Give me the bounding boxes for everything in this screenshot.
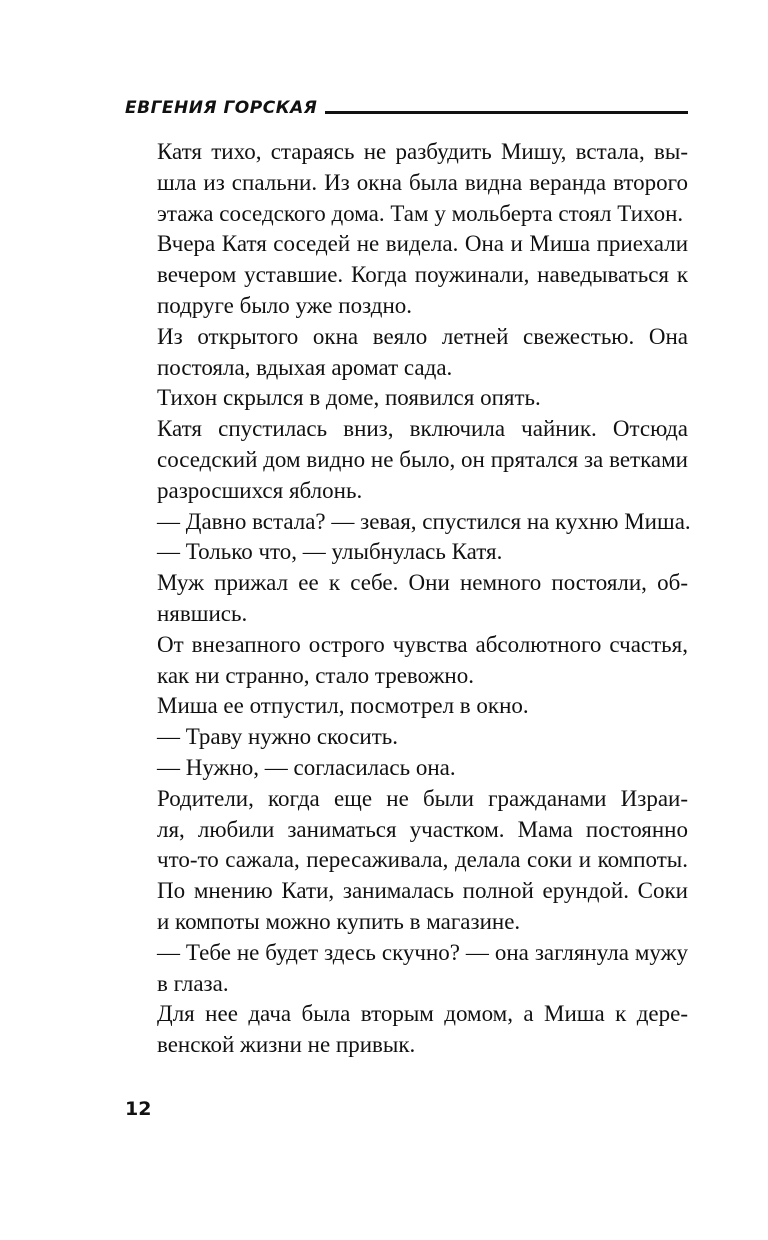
text-line: что-то сажала, пересаживала, делала соки и компоты. — [157, 847, 688, 873]
text-line: шла из спальни. Из окна была видна веранда второго — [157, 169, 688, 195]
text-line: По мнению Кати, занималась полной ерундой. Соки — [157, 878, 688, 904]
paragraph — [125, 414, 688, 506]
text-line: — Только что, — улыбнулась Катя. — [157, 539, 503, 565]
paragraph — [125, 537, 688, 568]
running-header — [125, 92, 688, 118]
text-line: подруге было уже поздно. — [157, 292, 412, 318]
paragraph — [125, 229, 688, 321]
author-name: ЕВГЕНИЯ ГОРСКАЯ — [125, 98, 318, 118]
text-line: ля, любили заниматься участком. Мама постоянно — [157, 816, 688, 842]
text-line: нявшись. — [157, 600, 248, 626]
text-line: в глаза. — [157, 970, 229, 996]
header-rule — [325, 111, 688, 114]
paragraph — [125, 938, 688, 1000]
text-line: Из открытого окна веяло летней свежестью. Она — [157, 323, 688, 349]
text-line: как ни странно, стало тревожно. — [157, 662, 474, 688]
paragraph — [125, 999, 688, 1061]
text-line: — Тебе не будет здесь скучно? — она заглянула мужу — [157, 939, 688, 965]
text-line: — Траву нужно скосить. — [157, 724, 399, 750]
text-line: Для нее дача была вторым домом, а Миша к дере- — [157, 1001, 688, 1027]
body-text — [125, 137, 691, 1061]
text-line: вечером уставшие. Когда поужинали, наведываться к — [157, 262, 688, 288]
text-line: постояла, вдыхая аромат сада. — [157, 354, 453, 380]
paragraph — [125, 784, 688, 938]
text-line: разросшихся яблонь. — [157, 477, 363, 503]
paragraph — [125, 691, 688, 722]
text-line: Муж прижал ее к себе. Они немного постояли, об- — [157, 570, 688, 596]
text-line: — Давно встала? — зевая, спустился на кухню Миша. — [157, 508, 691, 534]
text-line: и компоты можно купить в магазине. — [157, 908, 521, 934]
paragraph — [125, 507, 691, 538]
page-number: 12 — [125, 1098, 152, 1120]
text-line: венской жизни не привык. — [157, 1032, 416, 1058]
paragraph — [125, 383, 688, 414]
paragraph — [125, 568, 688, 630]
paragraph — [125, 630, 688, 692]
text-line: Тихон скрылся в доме, появился опять. — [157, 385, 541, 411]
paragraph — [125, 137, 688, 229]
text-line: соседский дом видно не было, он прятался за ветками — [157, 446, 688, 472]
text-line: Катя тихо, стараясь не разбудить Мишу, встала, вы- — [157, 139, 688, 164]
text-line: Родители, когда еще не были гражданами Израи- — [157, 785, 688, 811]
text-line: От внезапного острого чувства абсолютного счастья, — [157, 631, 688, 657]
text-line: Катя спустилась вниз, включила чайник. Отсюда — [157, 416, 688, 442]
text-line: Вчера Катя соседей не видела. Она и Миша приехали — [157, 231, 688, 257]
text-line: — Нужно, — согласилась она. — [157, 754, 456, 780]
paragraph — [125, 722, 688, 753]
paragraph — [125, 322, 688, 384]
paragraph — [125, 753, 688, 784]
text-line: Миша ее отпустил, посмотрел в окно. — [157, 693, 529, 719]
text-line: этажа соседского дома. Там у мольберта стоял Тихон. — [157, 200, 684, 226]
